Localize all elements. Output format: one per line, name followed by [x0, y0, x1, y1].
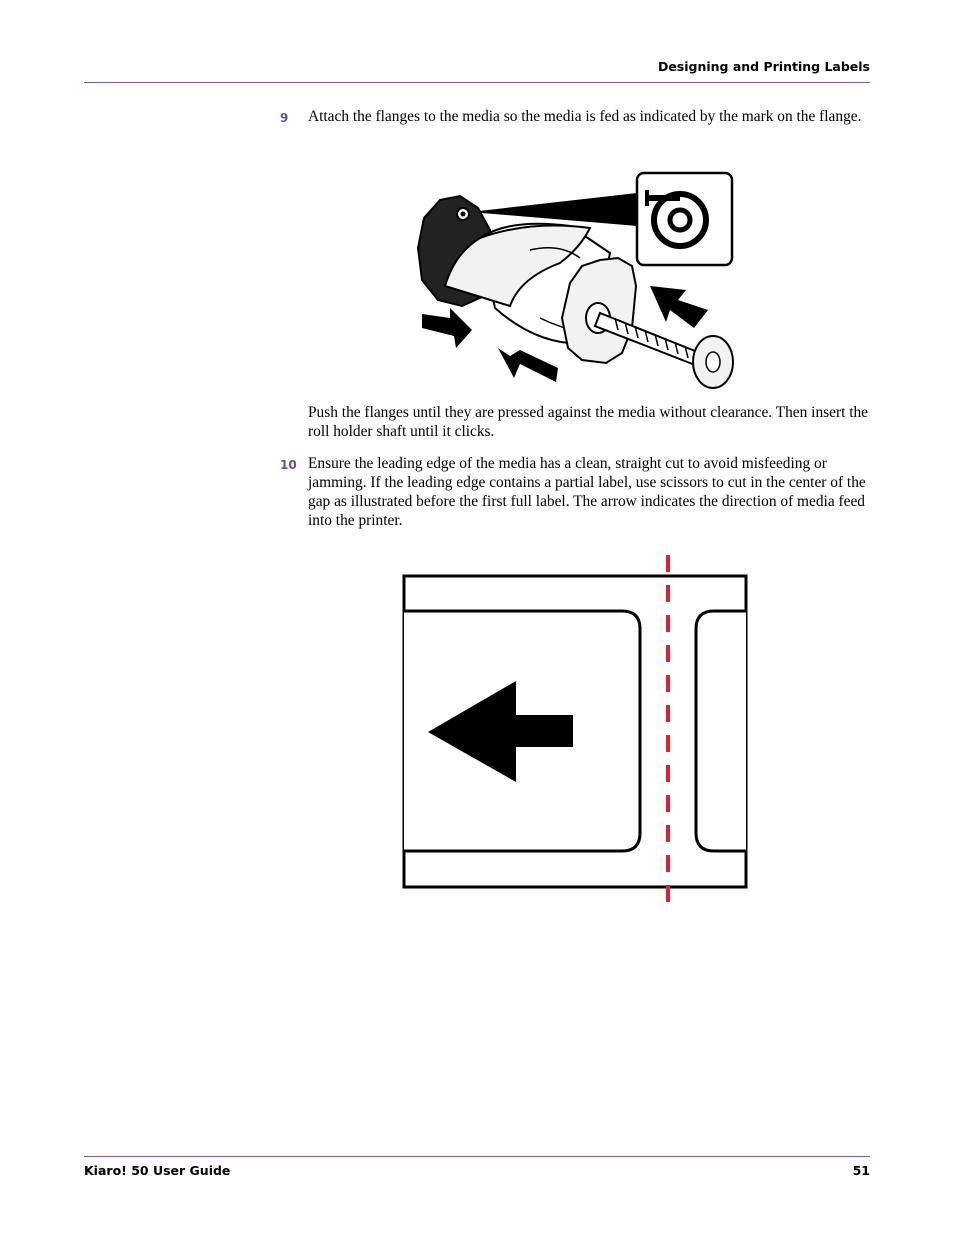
step-10-text: Ensure the leading edge of the media has a clean, straight cut to avoid misfeeding or jamming. If the leading edge contains a partial label, use scissors to cut in the center of the gap as illustrated before the first full label. The arrow indicates the direction of media feed into the printer.	[308, 455, 866, 529]
running-header: Designing and Printing Labels	[657, 59, 870, 74]
push-arrow-left-flange	[422, 308, 472, 348]
step-9-text: Attach the flanges to the media so the media is fed as indicated by the mark on the flange.	[308, 108, 862, 125]
first-full-label	[696, 611, 746, 851]
insert-arrow-shaft	[650, 286, 708, 328]
label-cut-illustration	[400, 553, 750, 911]
push-arrow-roll	[498, 348, 558, 382]
footer-rule	[84, 1156, 870, 1157]
step-9-followup-text: Push the flanges until they are pressed against the media without clearance. Then insert the roll holder shaft until it clicks.	[308, 404, 869, 440]
header-rule	[84, 82, 870, 83]
step-9-number: 9	[280, 111, 289, 125]
footer-guide-title: Kiaro! 50 User Guide	[84, 1163, 231, 1178]
step-10-number: 10	[280, 458, 297, 472]
page-number: 51	[852, 1163, 870, 1178]
flange-roll-illustration	[410, 168, 740, 393]
